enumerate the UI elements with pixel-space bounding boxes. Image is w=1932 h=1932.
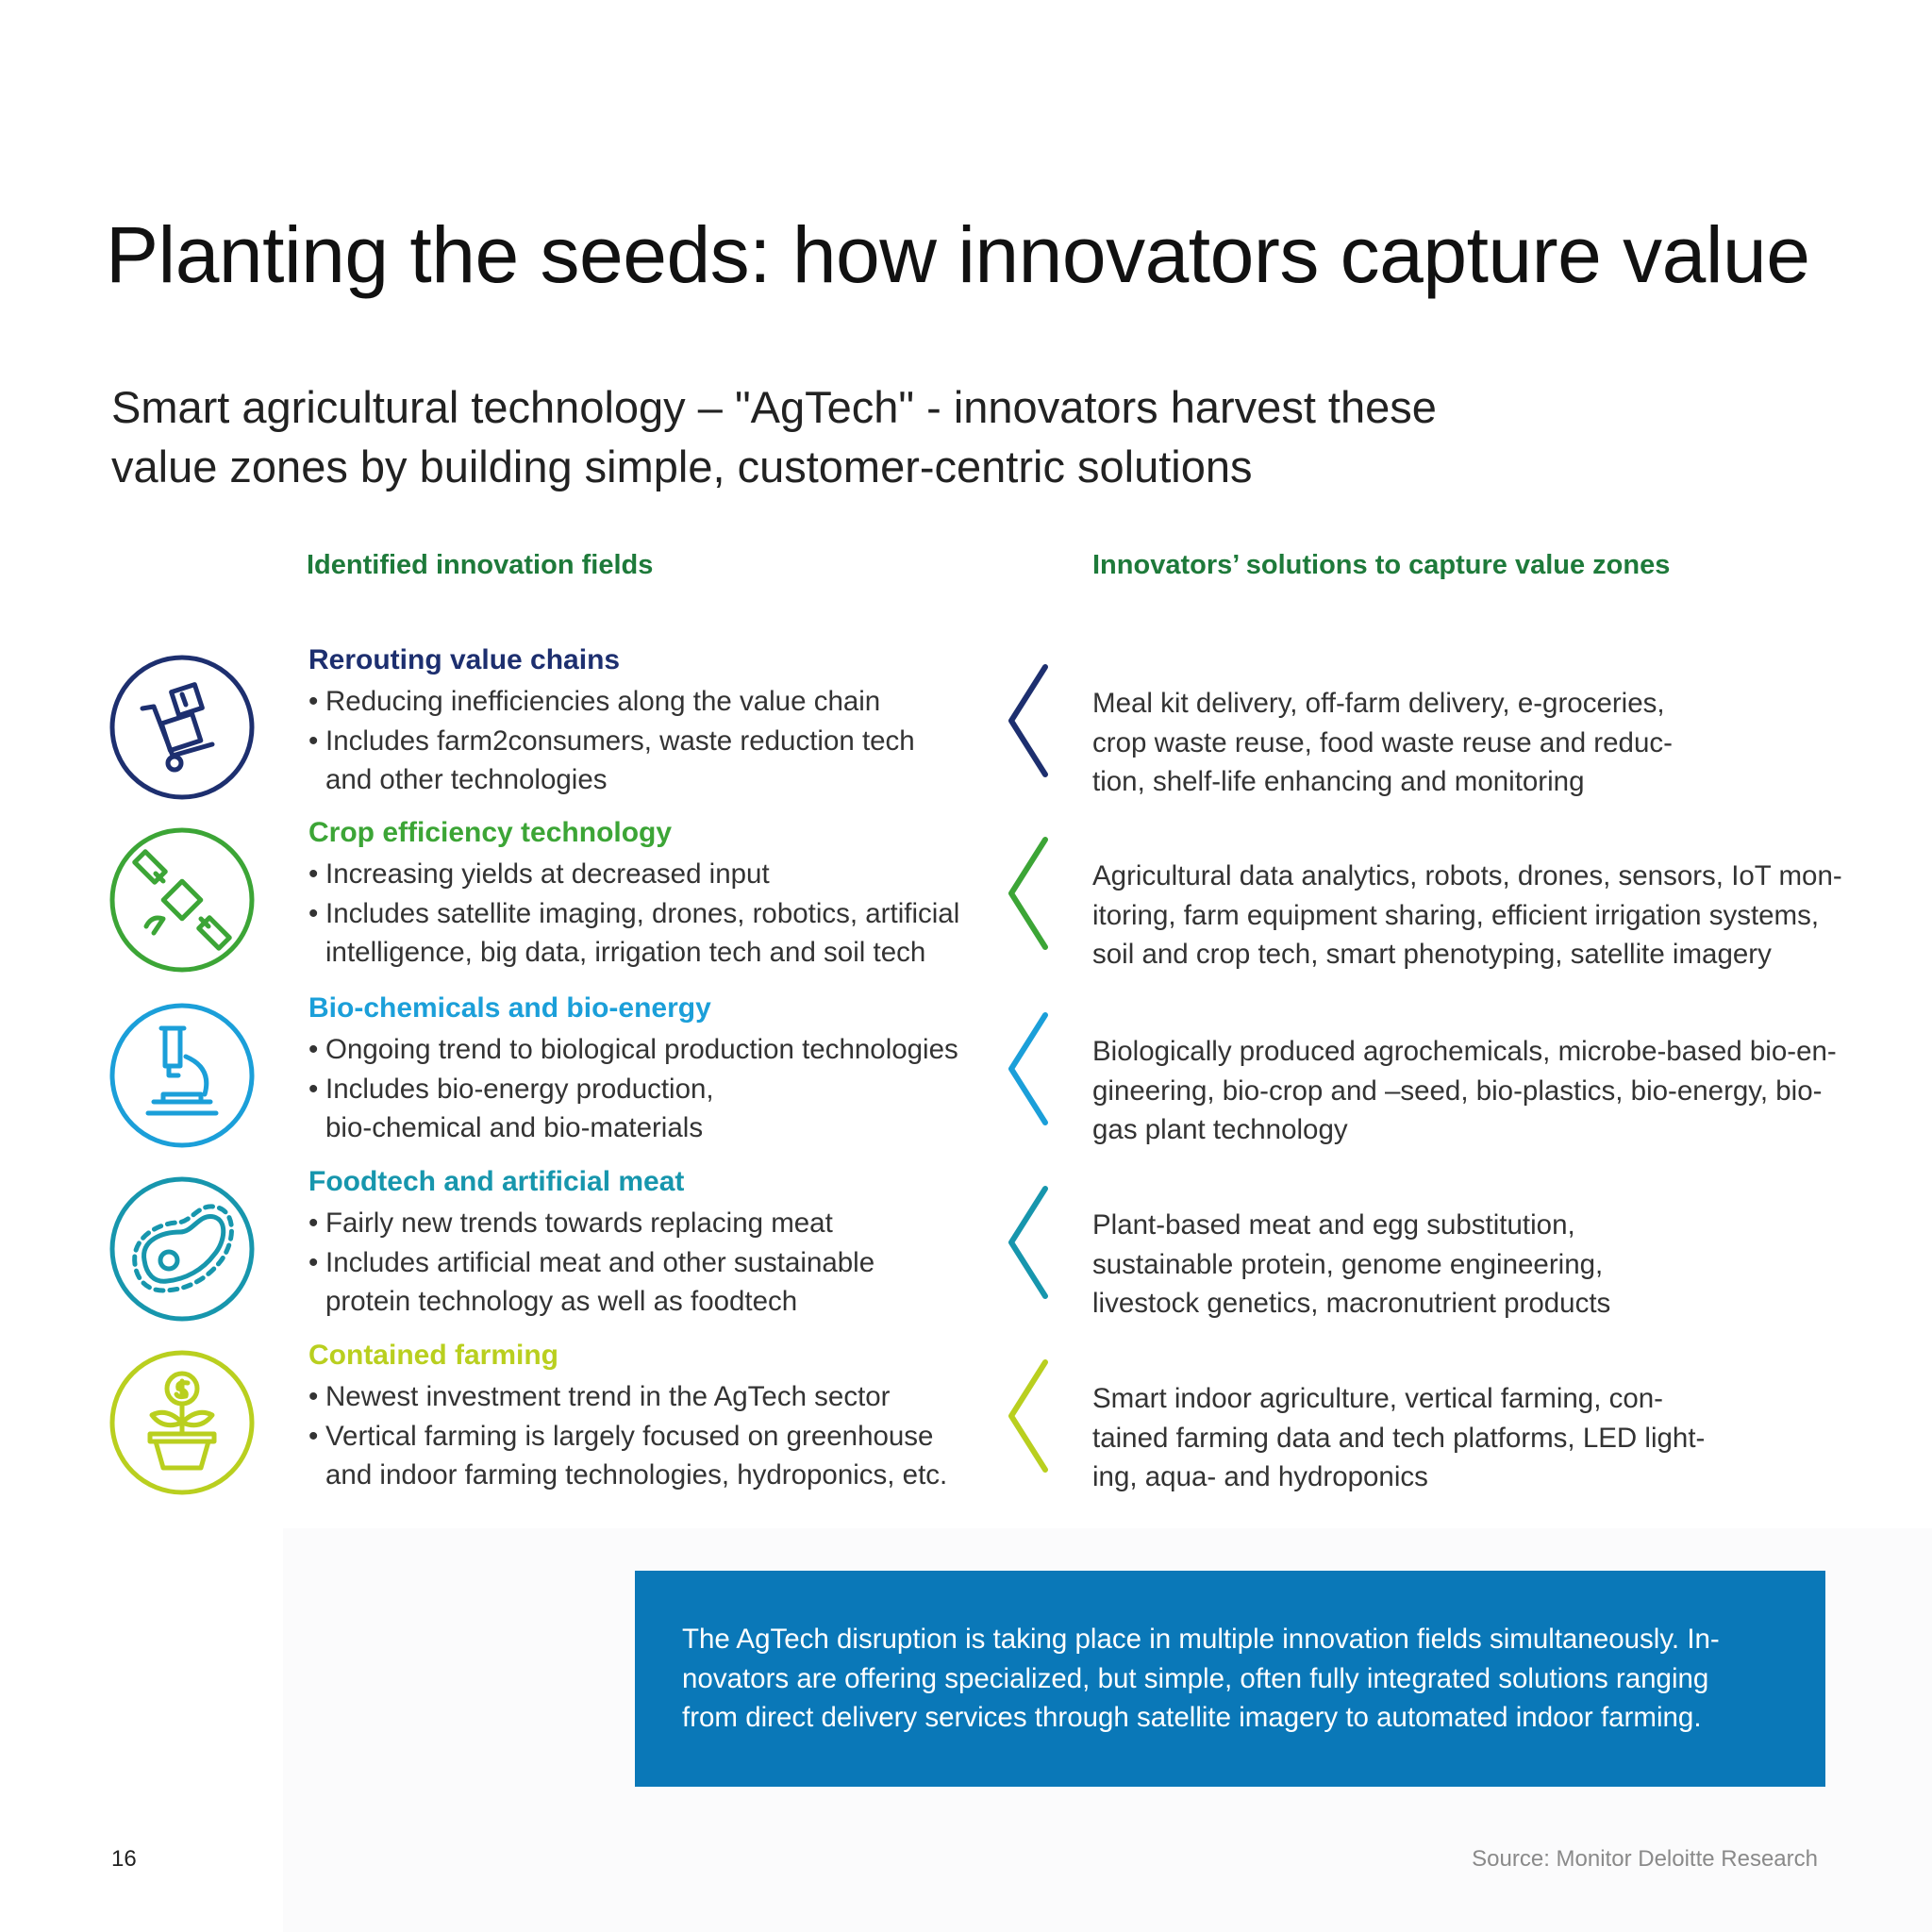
solution-text: Smart indoor agriculture, vertical farming, con- tained farming data and tech platforms, LED light- ing, aqua- and hydroponics bbox=[1092, 1383, 1706, 1492]
bullet-item: • Vertical farming is largely focused on greenhouse and indoor farming technologies, hydroponics, etc. bbox=[308, 1417, 947, 1495]
field-title: Rerouting value chains bbox=[308, 644, 621, 675]
bullet-item: • Includes bio-energy production, bio-chemical and bio-materials bbox=[308, 1070, 958, 1148]
solution-text: Plant-based meat and egg substitution, sustainable protein, genome engineering, livestock genetics, macronutrient products bbox=[1092, 1209, 1611, 1319]
satellite-icon bbox=[107, 824, 258, 975]
field-title: Crop efficiency technology bbox=[308, 817, 673, 848]
page-title: Planting the seeds: how innovators capture value bbox=[106, 210, 1810, 299]
field-row-contained-farming bbox=[0, 1340, 1932, 1513]
page-number: 16 bbox=[111, 1846, 137, 1872]
page-subtitle: Smart agricultural technology – "AgTech" - innovators harvest these value zones by building simple, customer-centric solutions bbox=[111, 382, 1437, 491]
chevron-left-icon bbox=[1000, 1008, 1057, 1130]
solution-text: Agricultural data analytics, robots, drones, sensors, IoT mon- itoring, farm equipment sharing, efficient irrigation systems, soil and crop tech, smart phenotyping, satellite imagery bbox=[1092, 860, 1842, 970]
bullet-item: • Includes farm2consumers, waste reduction tech and other technologies bbox=[308, 722, 915, 800]
bullet-item: • Reducing inefficiencies along the value chain bbox=[308, 682, 915, 722]
chevron-left-icon bbox=[1000, 1181, 1057, 1304]
bullet-item: • Newest investment trend in the AgTech sector bbox=[308, 1377, 947, 1417]
field-title: Foodtech and artificial meat bbox=[308, 1166, 685, 1197]
field-bullets bbox=[308, 1030, 958, 1148]
bullet-item: • Includes artificial meat and other sustainable protein technology as well as foodtech bbox=[308, 1243, 874, 1322]
field-title: Bio-chemicals and bio-energy bbox=[308, 992, 711, 1024]
microscope-icon bbox=[107, 1000, 258, 1151]
money-plant-pot-icon bbox=[107, 1347, 258, 1498]
field-bullets bbox=[308, 682, 915, 800]
meat-steak-icon bbox=[107, 1174, 258, 1324]
field-row-crop-efficiency bbox=[0, 817, 1932, 991]
chevron-left-icon bbox=[1000, 832, 1057, 955]
field-bullets bbox=[308, 1377, 947, 1495]
bullet-item: • Fairly new trends towards replacing meat bbox=[308, 1204, 874, 1243]
solution-text: Biologically produced agrochemicals, microbe-based bio-en- gineering, bio-crop and –seed, bio-plastics, bio-energy, bio- gas plant technology bbox=[1092, 1036, 1837, 1145]
hand-truck-boxes-icon bbox=[107, 652, 258, 803]
callout-text: The AgTech disruption is taking place in multiple innovation fields simultaneously. In- novators are offering specialized, but simple, often fully integrated solutions ranging from direct delivery services through satellite imagery to automated indoor farming. bbox=[682, 1624, 1720, 1733]
field-row-rerouting-value-chains bbox=[0, 644, 1932, 818]
field-row-foodtech bbox=[0, 1166, 1932, 1340]
field-bullets bbox=[308, 855, 959, 973]
bullet-item: • Includes satellite imaging, drones, robotics, artificial intelligence, big data, irrigation tech and soil tech bbox=[308, 894, 959, 973]
field-title: Contained farming bbox=[308, 1340, 559, 1371]
bullet-item: • Increasing yields at decreased input bbox=[308, 855, 959, 894]
solution-text: Meal kit delivery, off-farm delivery, e-groceries, crop waste reuse, food waste reuse and reduc- tion, shelf-life enhancing and monitoring bbox=[1092, 688, 1673, 797]
field-bullets bbox=[308, 1204, 874, 1322]
field-row-bio-chemicals bbox=[0, 992, 1932, 1166]
source-note: Source: Monitor Deloitte Research bbox=[1472, 1846, 1818, 1872]
chevron-left-icon bbox=[1000, 1355, 1057, 1477]
column-header-solutions: Innovators’ solutions to capture value zones bbox=[1092, 550, 1671, 580]
summary-callout bbox=[635, 1571, 1825, 1787]
bullet-item: • Ongoing trend to biological production technologies bbox=[308, 1030, 958, 1070]
column-header-innovation-fields: Identified innovation fields bbox=[307, 550, 654, 580]
chevron-left-icon bbox=[1000, 659, 1057, 782]
